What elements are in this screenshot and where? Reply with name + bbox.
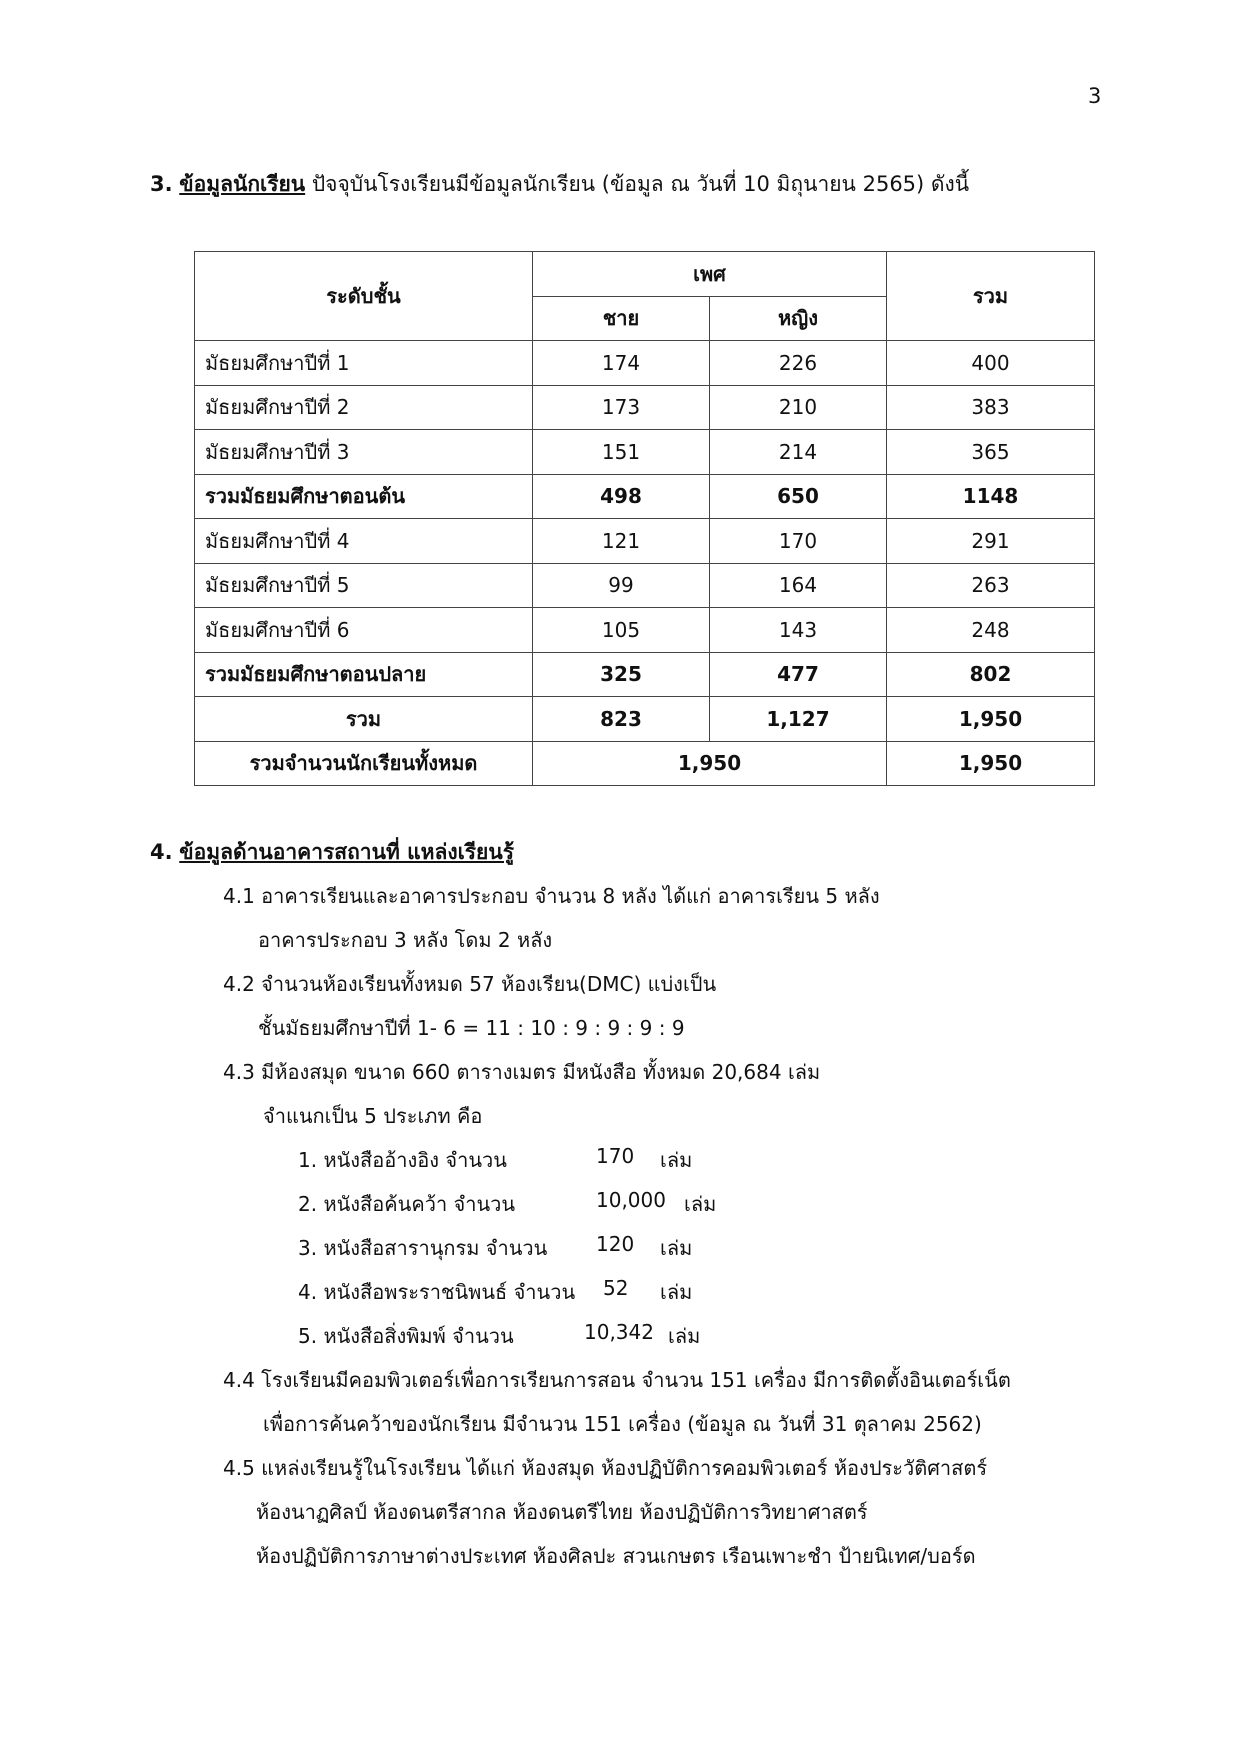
row-male: 173 xyxy=(533,385,710,430)
table-header-row xyxy=(195,252,1095,297)
header-male: ชาย xyxy=(533,296,710,341)
student-table xyxy=(194,251,1095,786)
row-total: 802 xyxy=(887,652,1095,697)
section-3-heading xyxy=(150,168,969,201)
header-gender: เพศ xyxy=(533,252,887,297)
row-female: 650 xyxy=(710,474,887,519)
book-unit: เล่ม xyxy=(668,1324,701,1348)
row-female: 210 xyxy=(710,385,887,430)
section-4-number: 4. xyxy=(150,840,173,864)
item-4-1-line-2: อาคารประกอบ 3 หลัง โดม 2 หลัง xyxy=(258,928,553,952)
book-unit: เล่ม xyxy=(660,1148,693,1172)
book-unit: เล่ม xyxy=(660,1236,693,1260)
book-count: 10,000 xyxy=(596,1188,666,1212)
row-total: 248 xyxy=(887,608,1095,653)
item-4-5-line-1: 4.5 แหล่งเรียนรู้ในโรงเรียน ได้แก่ ห้องสมุด ห้องปฏิบัติการคอมพิวเตอร์ ห้องประวัติศาสตร์ xyxy=(223,1456,988,1480)
row-level: รวมมัธยมศึกษาตอนต้น xyxy=(195,474,533,519)
book-count: 170 xyxy=(596,1144,635,1168)
row-total: 291 xyxy=(887,519,1095,564)
row-female: 1,127 xyxy=(710,697,887,742)
book-name: 1. หนังสืออ้างอิง จำนวน xyxy=(298,1148,507,1172)
table-row xyxy=(195,608,1095,653)
item-4-2-line-1: 4.2 จำนวนห้องเรียนทั้งหมด 57 ห้องเรียน(DMC) แบ่งเป็น xyxy=(223,972,717,996)
book-count: 120 xyxy=(596,1232,635,1256)
row-female: 226 xyxy=(710,341,887,386)
book-name: 3. หนังสือสารานุกรม จำนวน xyxy=(298,1236,548,1260)
book-unit: เล่ม xyxy=(660,1280,693,1304)
row-level: มัธยมศึกษาปีที่ 3 xyxy=(195,430,533,475)
row-level: รวม xyxy=(195,697,533,742)
book-unit: เล่ม xyxy=(684,1192,717,1216)
section-4-heading xyxy=(150,836,514,869)
section-3-title: ข้อมูลนักเรียน xyxy=(179,172,306,196)
row-total: 1,950 xyxy=(887,697,1095,742)
row-male: 151 xyxy=(533,430,710,475)
row-total: 1,950 xyxy=(887,741,1095,786)
book-count: 52 xyxy=(603,1276,629,1300)
row-female: 143 xyxy=(710,608,887,653)
item-4-5-line-2: ห้องนาฏศิลป์ ห้องดนตรีสากล ห้องดนตรีไทย ห้องปฏิบัติการวิทยาศาสตร์ xyxy=(256,1500,868,1524)
table-row-subtotal xyxy=(195,474,1095,519)
row-level: มัธยมศึกษาปีที่ 5 xyxy=(195,563,533,608)
row-male: 498 xyxy=(533,474,710,519)
table-row-subtotal xyxy=(195,652,1095,697)
table-row xyxy=(195,341,1095,386)
item-4-4-line-2: เพื่อการค้นคว้าของนักเรียน มีจำนวน 151 เครื่อง (ข้อมูล ณ วันที่ 31 ตุลาคม 2562) xyxy=(263,1412,982,1436)
book-name: 2. หนังสือค้นคว้า จำนวน xyxy=(298,1192,516,1216)
book-name: 4. หนังสือพระราชนิพนธ์ จำนวน xyxy=(298,1280,576,1304)
row-total: 365 xyxy=(887,430,1095,475)
row-female: 164 xyxy=(710,563,887,608)
page-number: 3 xyxy=(1088,84,1102,108)
item-4-4-line-1: 4.4 โรงเรียนมีคอมพิวเตอร์เพื่อการเรียนการสอน จำนวน 151 เครื่อง มีการติดตั้งอินเตอร์เน็ต xyxy=(223,1368,1011,1392)
table-row xyxy=(195,385,1095,430)
row-male: 99 xyxy=(533,563,710,608)
row-level: มัธยมศึกษาปีที่ 1 xyxy=(195,341,533,386)
row-total: 400 xyxy=(887,341,1095,386)
header-total: รวม xyxy=(887,252,1095,341)
book-count: 10,342 xyxy=(584,1320,654,1344)
section-3-text: ปัจจุบันโรงเรียนมีข้อมูลนักเรียน (ข้อมูล ณ วันที่ 10 มิถุนายน 2565) ดังนี้ xyxy=(311,172,970,196)
item-4-1-line-1: 4.1 อาคารเรียนและอาคารประกอบ จำนวน 8 หลัง ได้แก่ อาคารเรียน 5 หลัง xyxy=(223,884,880,908)
row-female: 170 xyxy=(710,519,887,564)
row-female: 477 xyxy=(710,652,887,697)
row-male: 105 xyxy=(533,608,710,653)
row-level: รวมมัธยมศึกษาตอนปลาย xyxy=(195,652,533,697)
section-4-title: ข้อมูลด้านอาคารสถานที่ แหล่งเรียนรู้ xyxy=(179,840,514,864)
row-total: 1148 xyxy=(887,474,1095,519)
item-4-3-line-2: จำแนกเป็น 5 ประเภท คือ xyxy=(263,1104,483,1128)
header-level: ระดับชั้น xyxy=(195,252,533,341)
item-4-2-line-2: ชั้นมัธยมศึกษาปีที่ 1- 6 = 11 : 10 : 9 : 9 : 9 : 9 xyxy=(258,1016,685,1040)
table-row xyxy=(195,519,1095,564)
row-level: มัธยมศึกษาปีที่ 4 xyxy=(195,519,533,564)
item-4-3-line-1: 4.3 มีห้องสมุด ขนาด 660 ตารางเมตร มีหนังสือ ทั้งหมด 20,684 เล่ม xyxy=(223,1060,821,1084)
row-female: 214 xyxy=(710,430,887,475)
table-row xyxy=(195,430,1095,475)
row-level: รวมจำนวนนักเรียนทั้งหมด xyxy=(195,741,533,786)
item-4-5-line-3: ห้องปฏิบัติการภาษาต่างประเทศ ห้องศิลปะ สวนเกษตร เรือนเพาะชำ ป้ายนิเทศ/บอร์ด xyxy=(256,1544,976,1568)
row-combined: 1,950 xyxy=(533,741,887,786)
row-level: มัธยมศึกษาปีที่ 2 xyxy=(195,385,533,430)
header-female: หญิง xyxy=(710,296,887,341)
row-total: 383 xyxy=(887,385,1095,430)
row-level: มัธยมศึกษาปีที่ 6 xyxy=(195,608,533,653)
section-3-number: 3. xyxy=(150,172,173,196)
row-male: 121 xyxy=(533,519,710,564)
table-row-grand-total xyxy=(195,741,1095,786)
book-name: 5. หนังสือสิ่งพิมพ์ จำนวน xyxy=(298,1324,514,1348)
row-male: 174 xyxy=(533,341,710,386)
row-total: 263 xyxy=(887,563,1095,608)
table-row-total xyxy=(195,697,1095,742)
table-row xyxy=(195,563,1095,608)
row-male: 325 xyxy=(533,652,710,697)
row-male: 823 xyxy=(533,697,710,742)
